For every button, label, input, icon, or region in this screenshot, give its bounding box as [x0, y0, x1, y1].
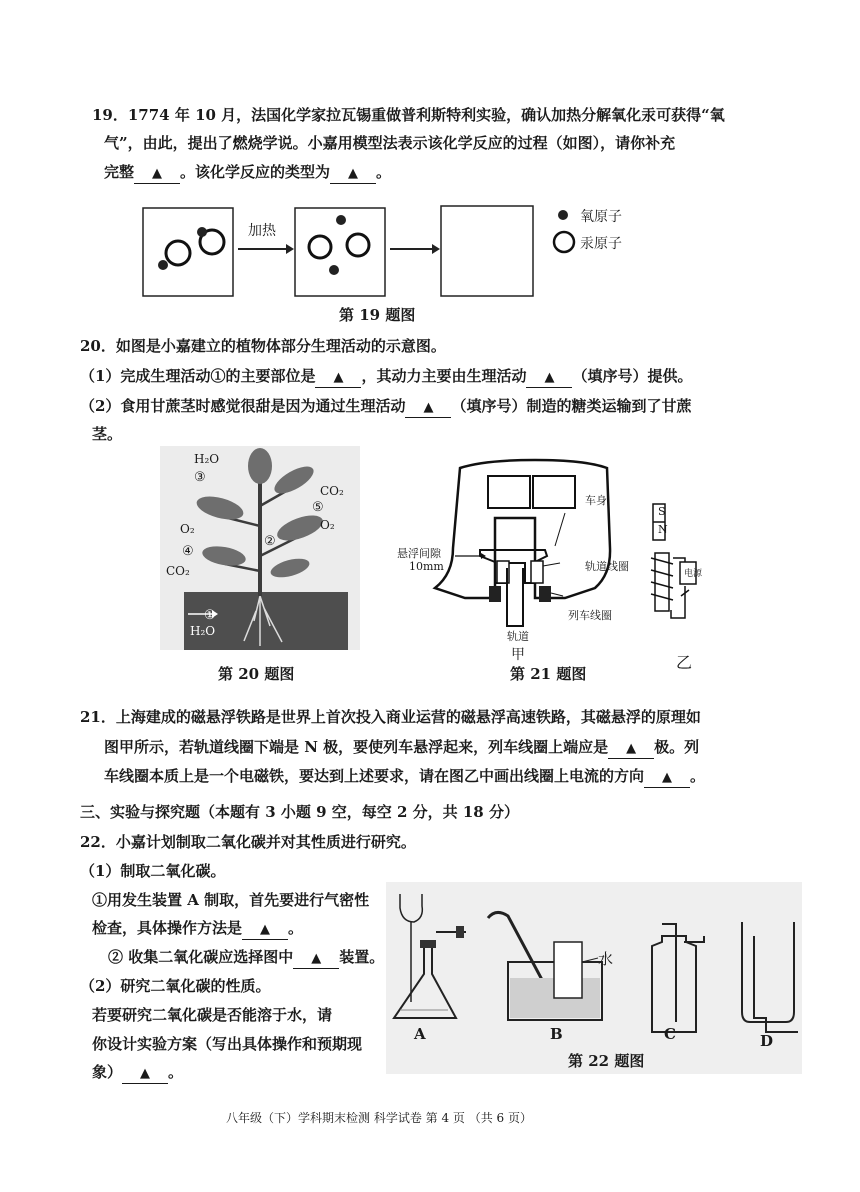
- answer-blank[interactable]: ▲: [526, 367, 572, 388]
- q22-part2-b: 你设计实验方案（写出具体操作和预期现: [92, 1035, 363, 1053]
- q22-part1-1a: ①用发生装置 A 制取，首先要进行气密性: [92, 891, 370, 909]
- label-yi: 乙: [676, 653, 693, 672]
- q22-part1-2: ② 收集二氧化碳应选择图中 ▲ 装置。: [108, 946, 384, 969]
- q19-text-1: 1774 年 10 月，法国化学家拉瓦锡重做普利斯特利实验，确认加热分解氧化汞可获得“氧: [127, 106, 725, 124]
- legend-oxygen-icon: [558, 210, 568, 220]
- q19-reaction-diagram: [0, 195, 860, 315]
- label-h2o-top: H₂O: [194, 452, 220, 466]
- label-car-body: 车身: [585, 494, 607, 507]
- q21-line3: 车线圈本质上是一个电磁铁，要达到上述要求，请在图乙中画出线圈上电流的方向 ▲ 。: [104, 765, 705, 788]
- legend-mercury-label: 汞原子: [580, 236, 622, 252]
- label-5: ⑤: [312, 500, 324, 515]
- label-3: ③: [194, 470, 206, 485]
- q22-part2-c: 象） ▲ 。: [92, 1061, 183, 1084]
- q20-part1: （1）完成生理活动①的主要部位是 ▲ ，其动力主要由生理活动 ▲ （填序号）提供。: [80, 365, 692, 388]
- q22-part2-a: 若要研究二氧化碳是否能溶于水，请: [92, 1006, 333, 1024]
- label-C: C: [664, 1025, 676, 1043]
- q19-line1: [92, 104, 725, 126]
- q20-stem: 20．如图是小嘉建立的植物体部分生理活动的示意图。: [80, 337, 446, 355]
- answer-blank[interactable]: ▲: [405, 397, 451, 418]
- mercury-atom: [347, 234, 369, 256]
- q20-part2-cont: 茎。: [92, 425, 123, 443]
- q22-part1-1b: 检查，具体操作方法是 ▲ 。: [92, 917, 303, 940]
- label-jia: 甲: [511, 647, 525, 663]
- q21-line2: 图甲所示，若轨道线圈下端是 N 极，要使列车悬浮起来，列车线圈上端应是 ▲ 极。列: [104, 736, 699, 759]
- apparatus-figure: [386, 882, 802, 1074]
- heat-label: 加热: [248, 223, 276, 239]
- label-2: ②: [264, 534, 276, 549]
- label-B: B: [550, 1025, 563, 1043]
- q22-part1: （1）制取二氧化碳。: [80, 862, 226, 880]
- label-s-pole: S: [658, 505, 666, 518]
- q19-number: 19．: [92, 106, 128, 124]
- oxygen-atom: [336, 215, 346, 225]
- label-track: 轨道: [507, 630, 529, 643]
- answer-blank[interactable]: ▲: [608, 738, 654, 759]
- label-h2o-bottom: H₂O: [190, 624, 216, 638]
- legend-mercury-icon: [554, 232, 574, 252]
- q22-part2: （2）研究二氧化碳的性质。: [80, 977, 271, 995]
- label-A: A: [414, 1025, 426, 1043]
- q22-stem: 22．小嘉计划制取二氧化碳并对其性质进行研究。: [80, 833, 416, 851]
- answer-blank[interactable]: ▲: [644, 767, 690, 788]
- plant-figure: [160, 446, 360, 650]
- answer-blank[interactable]: ▲: [242, 919, 288, 940]
- oxygen-atom: [329, 265, 339, 275]
- page-footer: 八年级（下）学科期末检测 科学试卷 第 4 页 （共 6 页）: [226, 1111, 532, 1125]
- q20-caption: 第 20 题图: [218, 665, 295, 683]
- label-co2-right: CO₂: [320, 484, 344, 498]
- answer-blank[interactable]: ▲: [330, 163, 376, 184]
- q21-line1: 21．上海建成的磁悬浮铁路是世界上首次投入商业运营的磁悬浮高速铁路，其磁悬浮的原理如: [80, 708, 701, 726]
- q19-line2: 气”，由此，提出了燃烧学说。小嘉用模型法表示该化学反应的过程（如图），请你补充: [104, 134, 676, 152]
- label-gap: 悬浮间隙: [397, 547, 441, 560]
- answer-blank[interactable]: ▲: [134, 163, 180, 184]
- mercury-atom: [309, 236, 331, 258]
- label-power: 电源: [684, 569, 703, 579]
- label-track-coil: 轨道线圈: [585, 560, 629, 573]
- q22-caption: 第 22 题图: [568, 1052, 645, 1070]
- label-1: ①: [204, 608, 216, 623]
- label-co2-left: CO₂: [166, 564, 190, 578]
- box-product-empty: [441, 206, 533, 296]
- section-3-heading: 三、实验与探究题（本题有 3 小题 9 空，每空 2 分，共 18 分）: [80, 803, 519, 821]
- label-D: D: [760, 1032, 774, 1050]
- oxygen-atom: [158, 260, 168, 270]
- mercury-atom: [166, 241, 190, 265]
- label-4: ④: [182, 544, 194, 559]
- label-train-coil: 列车线圈: [568, 609, 612, 622]
- q19-caption: 第 19 题图: [339, 306, 416, 324]
- q21-caption: 第 21 题图: [510, 665, 587, 683]
- label-o2-right: O₂: [320, 518, 335, 532]
- q20-part2: （2）食用甘蔗茎时感觉很甜是因为通过生理活动 ▲ （填序号）制造的糖类运输到了甘蔗: [80, 395, 691, 418]
- oxygen-atom: [197, 227, 207, 237]
- q19-line3: 完整 ▲ 。该化学反应的类型为 ▲ 。: [104, 161, 391, 184]
- label-n-pole: N: [658, 523, 668, 536]
- answer-blank[interactable]: ▲: [293, 948, 339, 969]
- label-gap-value: 10mm: [409, 560, 444, 573]
- answer-blank[interactable]: ▲: [315, 367, 361, 388]
- label-o2-left: O₂: [180, 522, 195, 536]
- legend-oxygen-label: 氧原子: [580, 209, 622, 225]
- label-water: 水: [598, 950, 614, 968]
- answer-blank[interactable]: ▲: [122, 1063, 168, 1084]
